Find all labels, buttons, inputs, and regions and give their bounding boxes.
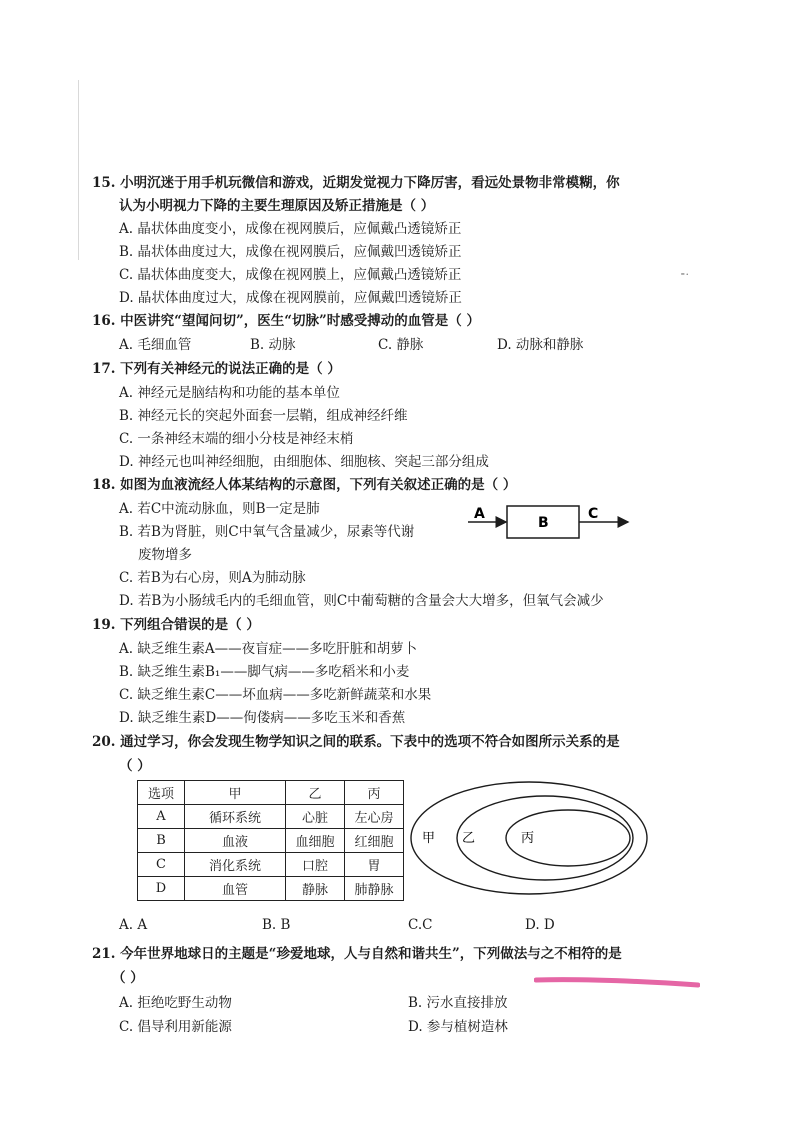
q17-option-b: B. 神经元长的突起外面套一层鞘，组成神经纤维 [119, 408, 408, 424]
q17-option-c: C. 一条神经末端的细小分枝是神经末梢 [119, 431, 354, 447]
table-cell: A [138, 805, 185, 829]
venn-middle-ellipse [457, 796, 633, 880]
q18-option-a: A. 若C中流动脉血，则B一定是肺 [119, 501, 320, 517]
q20-stem: 20. 通过学习，你会发现生物学知识之间的联系。下表中的选项不符合如图所示关系的是 [92, 734, 620, 750]
table-cell: 左心房 [345, 805, 404, 829]
q15-option-a: A. 晶状体曲度变小，成像在视网膜后，应佩戴凸透镜矫正 [119, 221, 462, 237]
table-header-cell: 甲 [185, 781, 286, 805]
q19-stem: 19. 下列组合错误的是（ ） [92, 617, 260, 633]
q16-option-d: D. 动脉和静脉 [497, 337, 584, 353]
q19-option-a: A. 缺乏维生素A——夜盲症——多吃肝脏和胡萝卜 [119, 641, 418, 657]
q20-venn-diagram [408, 778, 658, 898]
q21-option-a: A. 拒绝吃野生动物 [119, 995, 232, 1011]
q15-option-d: D. 晶状体曲度过大，成像在视网膜前，应佩戴凹透镜矫正 [119, 290, 462, 306]
table-cell: 心脏 [286, 805, 345, 829]
table-row [138, 805, 404, 829]
q16-option-a: A. 毛细血管 [119, 337, 192, 353]
q21-stem: 21. 今年世界地球日的主题是“珍爱地球，人与自然和谐共生”，下列做法与之不相符的是 [92, 946, 622, 962]
q16-stem: 16. 中医讲究“望闻问切”，医生“切脉”时感受搏动的血管是（ ） [92, 313, 480, 329]
table-header-cell: 乙 [286, 781, 345, 805]
q17-option-d: D. 神经元也叫神经细胞，由细胞体、细胞核、突起三部分组成 [119, 454, 489, 470]
q15-stem-line1: 15. 小明沉迷于用手机玩微信和游戏，近期发觉视力下降厉害，看远处景物非常模糊，你 [92, 175, 620, 191]
q21-option-d: D. 参与植树造林 [408, 1019, 508, 1035]
diagram-label-c: C [588, 506, 599, 522]
table-cell: 血管 [185, 877, 286, 901]
diagram-label-b: B [538, 515, 549, 531]
q18-stem: 18. 如图为血液流经人体某结构的示意图，下列有关叙述正确的是（ ） [92, 477, 517, 493]
table-cell: 肺静脉 [345, 877, 404, 901]
venn-label-outer: 甲 [422, 831, 436, 846]
q18-option-c: C. 若B为右心房，则A为肺动脉 [119, 570, 306, 586]
q19-option-c: C. 缺乏维生素C——坏血病——多吃新鲜蔬菜和水果 [119, 687, 432, 703]
q15-option-c: C. 晶状体曲度变大，成像在视网膜上，应佩戴凸透镜矫正 [119, 267, 462, 283]
pink-highlighter-stroke [534, 975, 700, 989]
q16-option-b: B. 动脉 [250, 337, 296, 353]
q15-option-b: B. 晶状体曲度过大，成像在视网膜后，应佩戴凹透镜矫正 [119, 244, 462, 260]
q21-option-c: C. 倡导利用新能源 [119, 1019, 232, 1035]
table-row [138, 829, 404, 853]
table-row [138, 877, 404, 901]
table-cell: D [138, 877, 185, 901]
table-cell: 静脉 [286, 877, 345, 901]
table-cell: 口腔 [286, 853, 345, 877]
q20-option-b: B. B [262, 917, 291, 933]
q21-option-b: B. 污水直接排放 [408, 995, 508, 1011]
venn-label-inner: 丙 [521, 831, 535, 846]
q18-option-b-cont: 废物增多 [138, 547, 192, 563]
table-cell: 血细胞 [286, 829, 345, 853]
table-header-cell: 选项 [138, 781, 185, 805]
table-cell: 消化系统 [185, 853, 286, 877]
table-cell: B [138, 829, 185, 853]
q20-option-d: D. D [525, 917, 555, 933]
q17-stem: 17. 下列有关神经元的说法正确的是（ ） [92, 361, 341, 377]
scan-smudge: ⁃· [680, 268, 689, 281]
q20-answer-paren: （ ） [119, 758, 151, 774]
table-cell: 红细胞 [345, 829, 404, 853]
q18-option-b: B. 若B为肾脏，则C中氧气含量减少，尿素等代谢 [119, 524, 415, 540]
q18-option-d: D. 若B为小肠绒毛内的毛细血管，则C中葡萄糖的含量会大大增多，但氧气会减少 [119, 593, 604, 609]
table-header-cell: 丙 [345, 781, 404, 805]
q16-option-c: C. 静脉 [378, 337, 424, 353]
blood-flow-diagram [468, 500, 638, 542]
table-cell: C [138, 853, 185, 877]
table-header-row [138, 781, 404, 805]
venn-label-middle: 乙 [462, 831, 476, 846]
scan-edge-line [78, 80, 79, 260]
q15-stem-line2: 认为小明视力下降的主要生理原因及矫正措施是（ ） [119, 198, 435, 214]
table-cell: 循环系统 [185, 805, 286, 829]
q20-option-a: A. A [119, 917, 148, 933]
diagram-label-a: A [474, 506, 485, 522]
table-row [138, 853, 404, 877]
q20-option-c: C.C [408, 917, 433, 933]
table-cell: 血液 [185, 829, 286, 853]
q17-option-a: A. 神经元是脑结构和功能的基本单位 [119, 385, 340, 401]
q20-options-table [137, 780, 404, 901]
q21-answer-paren: （ ） [112, 970, 144, 986]
q19-option-b: B. 缺乏维生素B₁——脚气病——多吃稻米和小麦 [119, 664, 410, 680]
q19-option-d: D. 缺乏维生素D——佝偻病——多吃玉米和香蕉 [119, 710, 406, 726]
table-cell: 胃 [345, 853, 404, 877]
